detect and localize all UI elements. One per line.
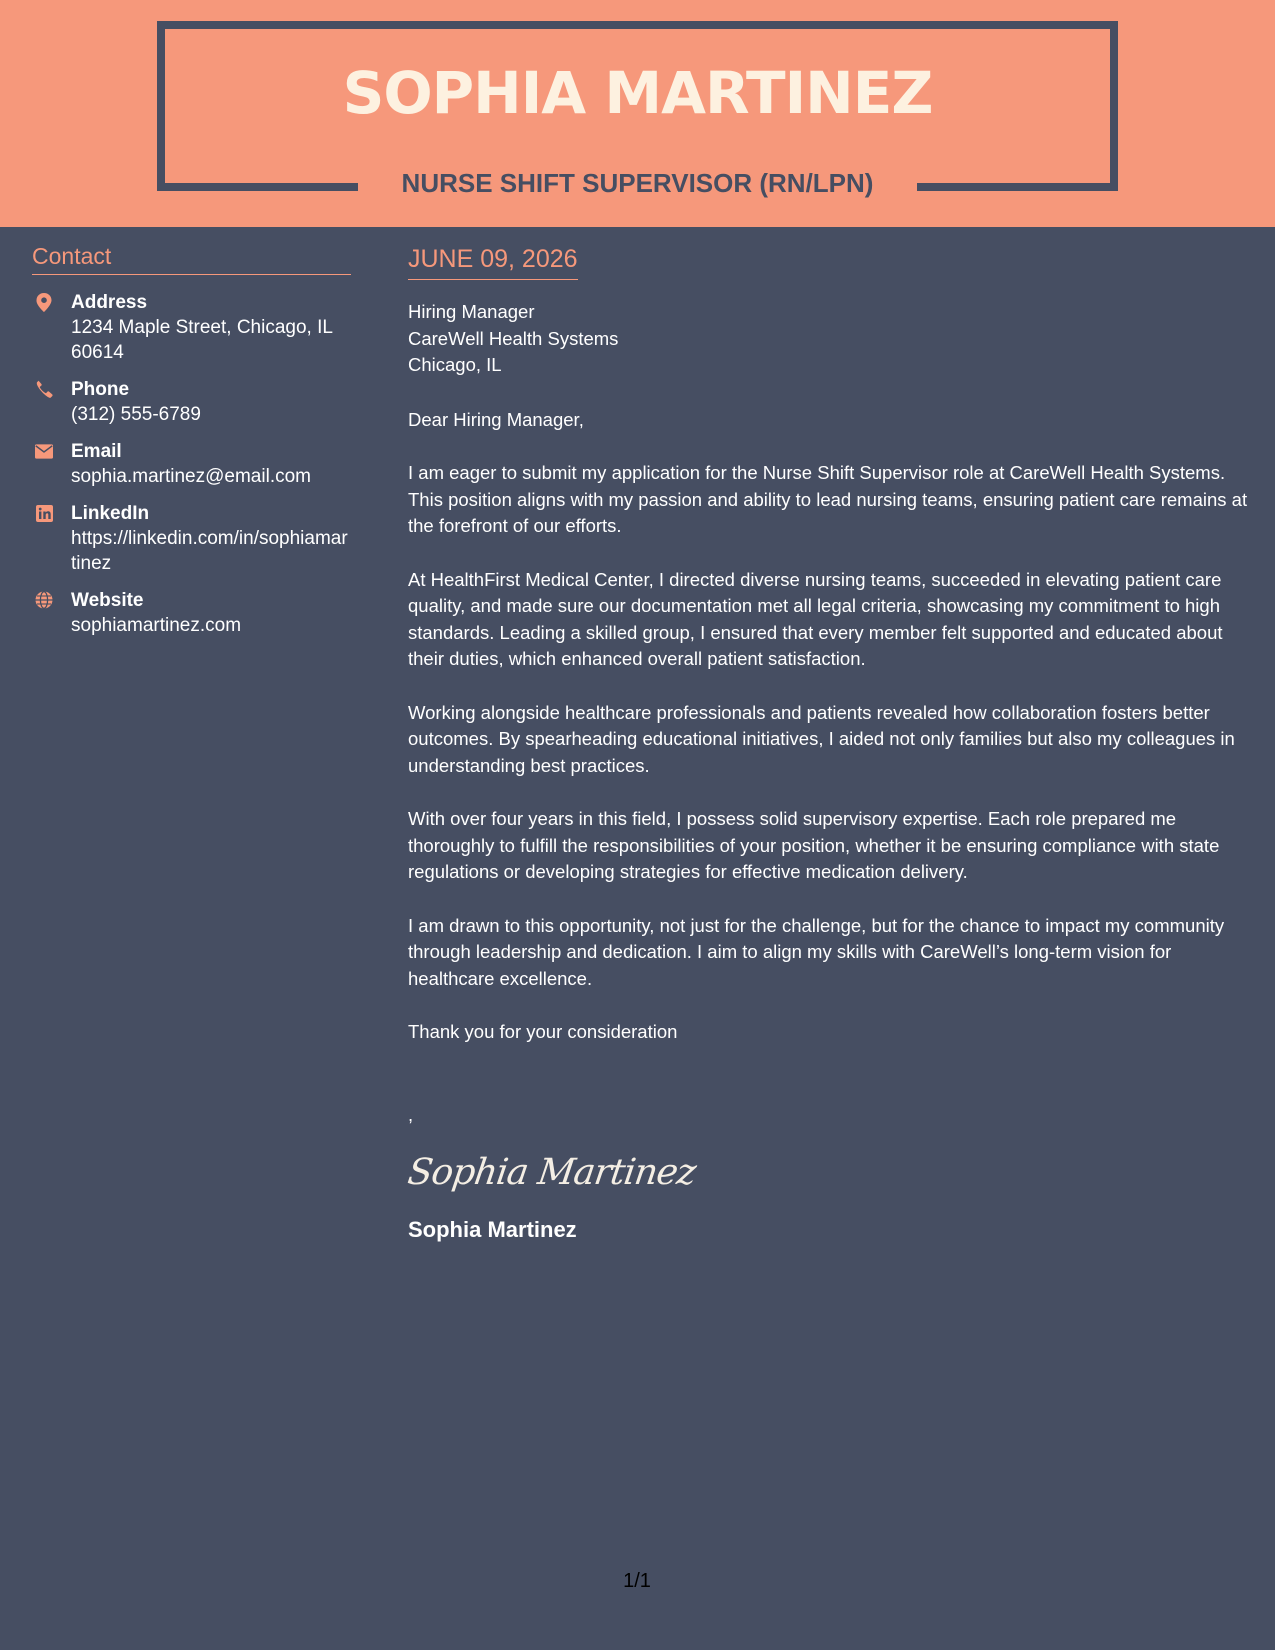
website-label: Website	[71, 590, 144, 611]
address-value: 1234 Maple Street, Chicago, IL 60614	[71, 317, 333, 363]
phone-value: (312) 555-6789	[71, 404, 201, 425]
contact-email	[32, 440, 351, 489]
linkedin-value[interactable]: https://linkedin.com/in/sophiamartinez	[71, 528, 348, 574]
header-banner	[0, 0, 1275, 227]
letter-paragraph: Working alongside healthcare professionals and patients revealed how collaboration fosters better outcomes. By spearheading educational initiatives, I aided not only families but also my colleagues in understanding best practices.	[408, 701, 1235, 776]
handwritten-signature: Sophia Martinez	[405, 1152, 698, 1193]
letter-paragraph: I am drawn to this opportunity, not just for the challenge, but for the chance to impact my community through leadership and dedication. I aim to align my skills with CareWell’s long-term vision for healthcare excellence.	[408, 914, 1225, 989]
recipient-line: Hiring Manager	[408, 301, 535, 322]
closing-line: Thank you for your consideration	[408, 1021, 678, 1042]
contact-website	[32, 589, 351, 638]
applicant-name: SOPHIA MARTINEZ	[342, 59, 933, 127]
phone-label: Phone	[71, 379, 130, 400]
job-title: NURSE SHIFT SUPERVISOR (RN/LPN)	[401, 168, 874, 198]
header-frame-bottom-left	[157, 183, 358, 191]
recipient-line: CareWell Health Systems	[408, 327, 619, 349]
letter-body	[405, 242, 1253, 1244]
signer-name: Sophia Martinez	[408, 1217, 577, 1242]
contact-heading: Contact	[32, 242, 351, 275]
letter-paragraph: With over four years in this field, I possess solid supervisory expertise. Each role prepared me thoroughly to fulfill the responsibilities of your position, whether it be ensuring compliance with state regulations or developing strategies for effective medication delivery.	[408, 808, 1220, 882]
contact-phone	[32, 378, 351, 427]
phone-icon	[35, 380, 53, 398]
page-number: 1/1	[623, 1570, 651, 1592]
location-pin-icon	[35, 293, 53, 311]
contact-address	[32, 291, 351, 365]
contact-sidebar	[32, 242, 351, 638]
letter-paragraph: At HealthFirst Medical Center, I directed diverse nursing teams, succeeded in elevating patient care quality, and made sure our documentation met all legal criteria, showcasing my commitment to high standards. Leading a skilled group, I ensured that every member felt supported and educated about their duties, which enhanced overall patient satisfaction.	[408, 568, 1223, 669]
email-value[interactable]: sophia.martinez@email.com	[71, 466, 311, 487]
salutation: Dear Hiring Manager,	[408, 408, 584, 430]
linkedin-label: LinkedIn	[71, 503, 150, 524]
recipient-line: Chicago, IL	[408, 354, 502, 375]
letter-date: JUNE 09, 2026	[408, 242, 578, 280]
globe-icon	[35, 591, 53, 609]
recipient-block	[408, 299, 1253, 379]
email-label: Email	[71, 441, 122, 462]
letter-paragraph: I am eager to submit my application for the Nurse Shift Supervisor role at CareWell Health Systems. This position aligns with my passion and ability to lead nursing teams, ensuring patient care remains at the forefront of our efforts.	[408, 462, 1248, 536]
linkedin-icon	[35, 504, 53, 522]
contact-linkedin	[32, 502, 351, 576]
website-value[interactable]: sophiamartinez.com	[71, 615, 242, 636]
closing-comma: ,	[408, 1103, 414, 1125]
envelope-icon	[35, 442, 53, 460]
header-frame-bottom-right	[917, 183, 1118, 191]
address-label: Address	[71, 292, 148, 313]
